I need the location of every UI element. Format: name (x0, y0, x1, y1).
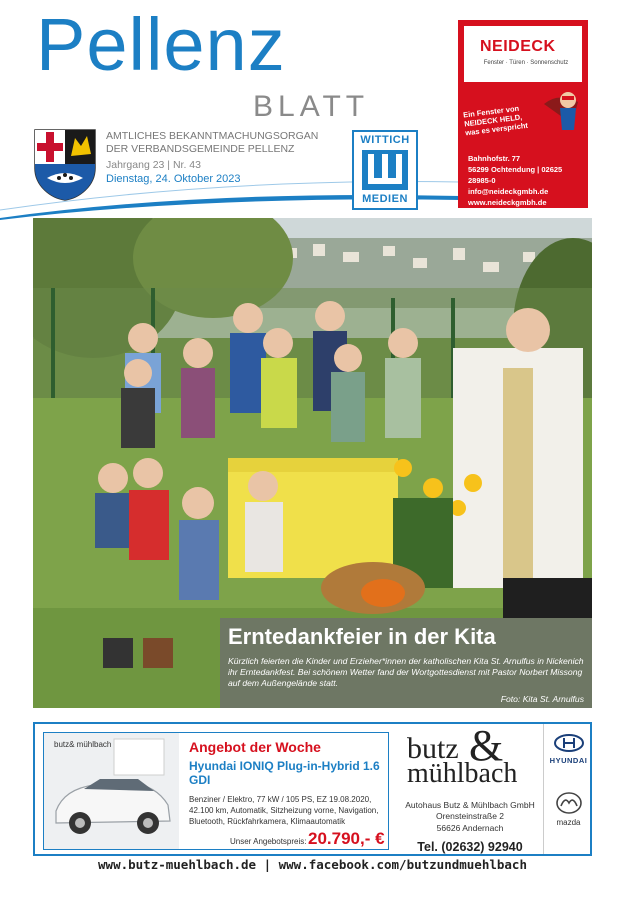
dealer-phone[interactable]: Tel. (02632) 92940 (417, 840, 523, 854)
price-label: Unser Angebotspreis: (230, 837, 307, 846)
neideck-logo-panel (464, 26, 582, 82)
dealer-ad[interactable] (33, 722, 592, 872)
issue-number: Jahrgang 23 | Nr. 43 (106, 159, 201, 171)
neideck-slogan: Ein Fenster von NEIDECK HELD, was es verspricht (462, 103, 529, 138)
cover-caption: Kürzlich feierten die Kinder und Erzieher*innen der katholischen Kita St. Arnulfus in Nickenich ihr Erntedankfest. Bei schönem Wetter fand der Wortgottesdienst mit Pastor Norbert Missong auf dem Außengelände statt. (228, 656, 584, 689)
cover-photo (33, 218, 592, 708)
butz-muehlbach-logo: butz & mühlbach (407, 721, 518, 789)
org-name: AMTLICHES BEKANNTMACHUNGSORGAN DER VERBANDSGEMEINDE PELLENZ (106, 130, 319, 156)
mazda-icon (556, 792, 582, 814)
wittich-medien-logo: WITTICH MEDIEN (352, 130, 418, 210)
neideck-tagline: Fenster · Türen · Sonnenschutz (483, 60, 569, 66)
offer-model: Hyundai IONIQ Plug-in-Hybrid 1.6 GDI (189, 759, 380, 788)
car-icon (44, 733, 179, 849)
brand-logos (543, 724, 592, 854)
issue-date: Dienstag, 24. Oktober 2023 (106, 173, 241, 185)
photo-credit: Foto: Kita St. Arnulfus (500, 694, 584, 704)
masthead (0, 0, 625, 230)
headline-bar (220, 618, 592, 708)
offer-details: Benziner / Elektro, 77 kW / 105 PS, EZ 19.08.2020, 42.100 km, Automatik, Sitzheizung vorne, Navigation, Bluetooth, Rückfahrkamera, Klimaautomatik (189, 795, 379, 826)
superhero-icon (538, 84, 584, 144)
dealer-web-links[interactable]: www.butz-muehlbach.de | www.facebook.com/butzundmuehlbach (98, 857, 527, 872)
newspaper-subtitle: BLATT (253, 90, 370, 123)
hyundai-icon (554, 734, 584, 752)
hyundai-label: HYUNDAI (549, 756, 588, 765)
dealer-footer[interactable] (33, 854, 592, 872)
neideck-ad[interactable] (458, 20, 588, 208)
mazda-label: mazda (556, 818, 581, 827)
dealer-sign-text: butz& mühlbach (54, 740, 112, 749)
newspaper-title: Pellenz (36, 3, 286, 86)
neideck-contact: Bahnhofstr. 77 56299 Ochtendung | 02625 28985-0 info@neideckgmbh.de www.neideckgmbh.de (468, 154, 563, 207)
car-image (44, 733, 179, 849)
neideck-brand: NEIDECK (480, 38, 556, 55)
cover-headline: Erntedankfeier in der Kita (228, 624, 496, 649)
offer-title: Angebot der Woche (189, 739, 321, 755)
offer-price: 20.790,- € (308, 829, 385, 848)
dealer-address: Autohaus Butz & Mühlbach GmbH Orensteinstraße 2 56626 Andernach (405, 800, 535, 833)
wittich-w-icon (362, 150, 408, 190)
offer-box[interactable] (43, 732, 389, 850)
